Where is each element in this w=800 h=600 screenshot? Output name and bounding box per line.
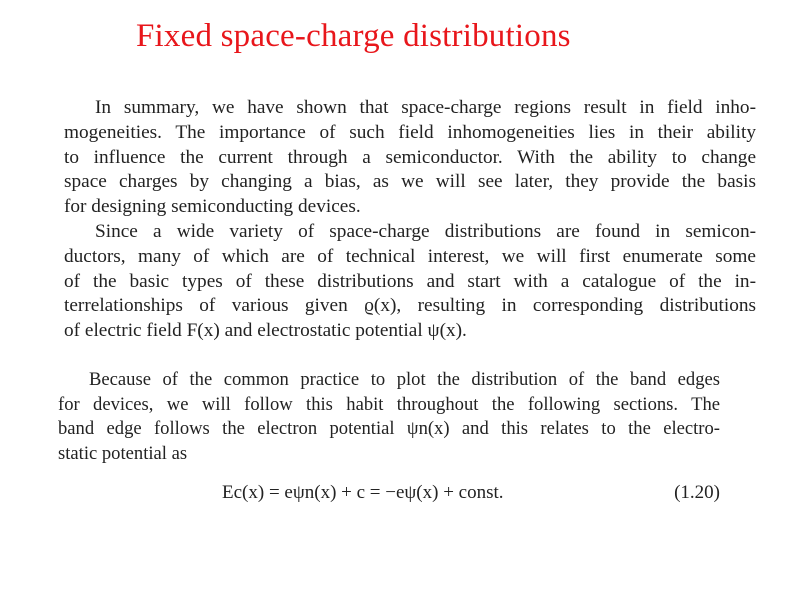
paragraph-3-line: for devices, we will follow this habit throughout the following sections. The <box>58 393 720 415</box>
paragraph-2-line: of the basic types of these distributions and start with a catalogue of the in- <box>64 270 756 292</box>
paragraph-2-line: ductors, many of which are of technical interest, we will first enumerate some <box>64 245 756 267</box>
page-title: Fixed space-charge distributions <box>136 18 571 54</box>
paragraph-1-line: In summary, we have shown that space-charge regions result in field inho- <box>95 97 756 118</box>
band-edge-text-block <box>58 368 720 466</box>
paragraph-1-line: mogeneities. The importance of such field inhomogeneities lies in their ability <box>64 121 756 143</box>
paragraph-3-line: static potential as <box>58 442 188 464</box>
equation-number: (1.20) <box>674 482 720 503</box>
paragraph-2-line: terrelationships of various given ϱ(x), resulting in corresponding distributions <box>64 295 756 317</box>
paragraph-1-line: for designing semiconducting devices. <box>64 196 361 218</box>
paragraph-1-line: to influence the current through a semiconductor. With the ability to change <box>64 146 756 168</box>
paragraph-3-line: band edge follows the electron potential ψn(x) and this relates to the electro- <box>58 418 720 439</box>
paragraph-2-line: of electric field F(x) and electrostatic potential ψ(x). <box>64 320 467 342</box>
paragraph-3-line: Because of the common practice to plot the distribution of the band edges <box>89 369 720 390</box>
paragraph-2-line: Since a wide variety of space-charge distributions are found in semicon- <box>95 220 756 242</box>
paragraph-1-line: space charges by changing a bias, as we will see later, they provide the basis <box>64 171 756 193</box>
equation-row <box>58 482 720 510</box>
summary-text-block <box>64 96 756 344</box>
band-edge-equation: Ec(x) = eψn(x) + c = −eψ(x) + const. <box>222 482 504 503</box>
